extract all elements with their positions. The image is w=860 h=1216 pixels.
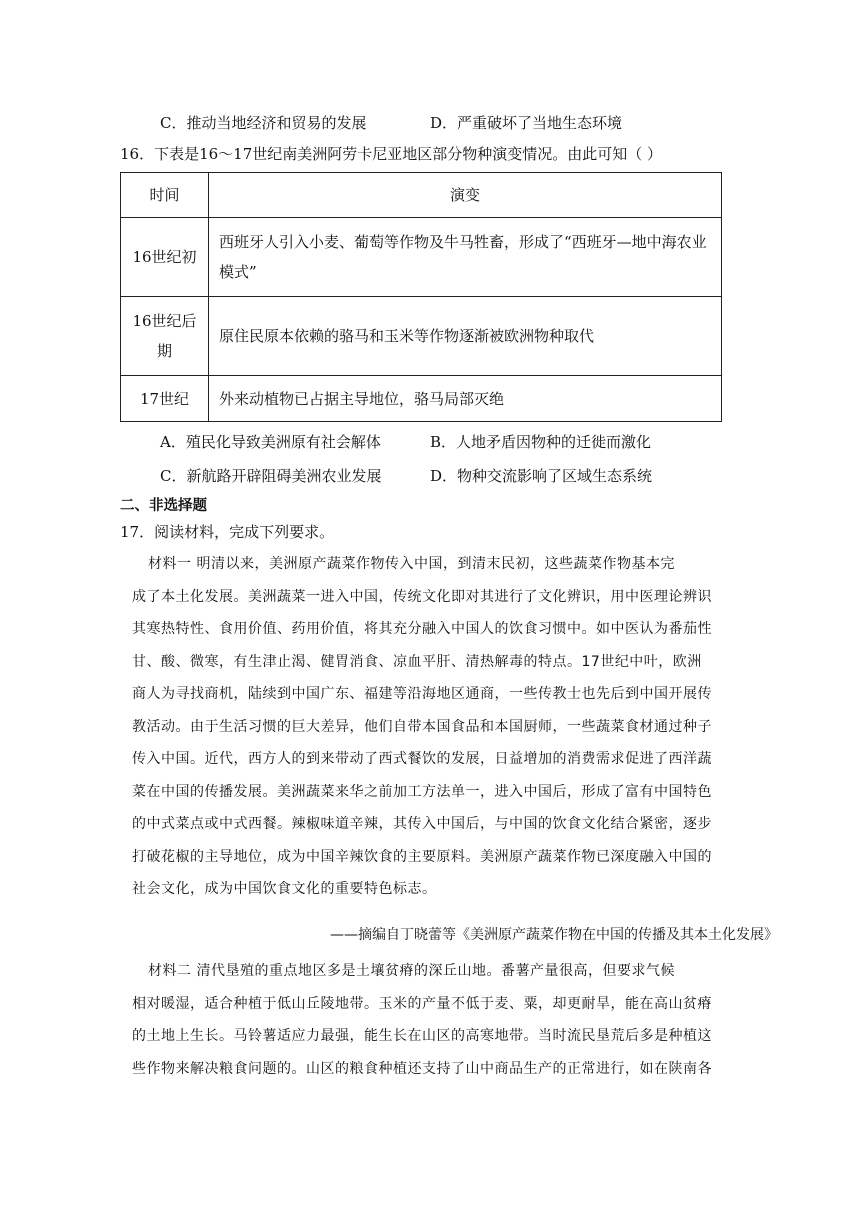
material-line: 传入中国。近代，西方人的到来带动了西式餐饮的发展，日益增加的消费需求促进了西洋蔬 (132, 751, 712, 767)
q16-options-row-1 (160, 431, 652, 452)
material-line: 的土地上生长。马铃薯适应力最强，能生长在山区的高寒地带。当时流民垦荒后多是种植这 (132, 1028, 712, 1044)
material-line: 商人为寻找商机，陆续到中国广东、福建等沿海地区通商，一些传教士也先后到中国开展传 (132, 686, 712, 702)
material-line: 甘、酸、微寒，有生津止渴、健胃消食、凉血平肝、清热解毒的特点。17世纪中叶，欧洲 (132, 653, 702, 670)
material-line: 教活动。由于生活习惯的巨大差异，他们自带本国食品和本国厨师，一些蔬菜食材通过种子 (132, 718, 712, 735)
q16-option-b[interactable]: B．人地矛盾因物种的迁徙而激化 (430, 433, 652, 451)
material-line: 成了本土化发展。美洲蔬菜一进入中国，传统文化即对其进行了文化辨识，用中医理论辨识 (132, 588, 712, 605)
material-line: 其寒热特性、食用价值、药用价值，将其充分融入中国人的饮食习惯中。如中医认为番茄性 (132, 621, 712, 637)
table-header-time: 时间 (121, 173, 209, 218)
q16-option-d[interactable]: D．物种交流影响了区域生态系统 (430, 467, 653, 485)
evolution-text-line: 模式” (219, 263, 257, 281)
table-row (121, 376, 722, 422)
material-line: 菜在中国的传播发展。美洲蔬菜来华之前加工方法单一，进入中国后，形成了富有中国特色 (132, 783, 712, 800)
q16-option-a[interactable]: A．殖民化导致美洲原有社会解体 (160, 433, 381, 451)
q15-option-d[interactable]: D．严重破坏了当地生态环境 (430, 114, 623, 132)
table-cell-time (121, 218, 209, 297)
material-line: 材料一 明清以来，美洲原产蔬菜作物传入中国，到清末民初，这些蔬菜作物基本完 (148, 556, 675, 572)
material-line: 相对暖湿，适合种植于低山丘陵地带。玉米的产量不低于麦、粟，却更耐旱，能在高山贫瘠 (132, 995, 712, 1012)
table-row (121, 297, 722, 376)
table-cell-time (121, 297, 209, 376)
table-cell-evolution (209, 376, 722, 422)
evolution-text-line: 原住民原本依赖的骆马和玉米等作物逐渐被欧洲物种取代 (219, 327, 595, 345)
q16-stem: 16．下表是16～17世纪南美洲阿劳卡尼亚地区部分物种演变情况。由此可知（ ） (120, 145, 663, 163)
table-header-row (121, 173, 722, 218)
material-line: 打破花椒的主导地位，成为中国辛辣饮食的主要原料。美洲原产蔬菜作物已深度融入中国的 (132, 848, 712, 865)
section-title: 二、非选择题 (120, 498, 207, 514)
time-text: 16世纪后 (132, 312, 197, 330)
q16-options-row-2 (160, 465, 653, 486)
q16-option-c[interactable]: C．新航路开辟阻碍美洲农业发展 (160, 467, 382, 485)
evolution-text-line: 外来动植物已占据主导地位，骆马局部灭绝 (219, 389, 505, 408)
material-line: 社会文化，成为中国饮食文化的重要特色标志。 (132, 881, 437, 897)
material-one (132, 548, 728, 906)
time-text: 17世纪 (139, 389, 190, 408)
q15-options-row (160, 112, 623, 133)
material-line: 些作物来解决粮食问题的。山区的粮食种植还支持了山中商品生产的正常进行，如在陕南各 (132, 1060, 712, 1077)
table-cell-evolution (209, 297, 722, 376)
table-header-evolution: 演变 (209, 173, 722, 218)
table-cell-evolution (209, 218, 722, 297)
q15-option-c[interactable]: C．推动当地经济和贸易的发展 (160, 114, 367, 132)
table-cell-time (121, 376, 209, 422)
material-line: 材料二 清代垦殖的重点地区多是土壤贫瘠的深丘山地。番薯产量很高，但要求气候 (148, 963, 675, 979)
material-line: 的中式菜点或中式西餐。辣椒味道辛辣，其传入中国后，与中国的饮食文化结合紧密，逐步 (132, 816, 712, 832)
material-two (132, 955, 728, 1085)
material-one-source: ——摘编自丁晓蕾等《美洲原产蔬菜作物在中国的传播及其本土化发展》 (330, 927, 778, 943)
evolution-text-line: 西班牙人引入小麦、葡萄等作物及牛马牲畜，形成了“西班牙—地中海农业 (219, 233, 707, 251)
q17-stem: 17．阅读材料，完成下列要求。 (120, 523, 335, 541)
time-text: 16世纪初 (132, 248, 197, 266)
time-text: 期 (156, 342, 172, 360)
q16-table (120, 172, 722, 422)
table-row (121, 218, 722, 297)
